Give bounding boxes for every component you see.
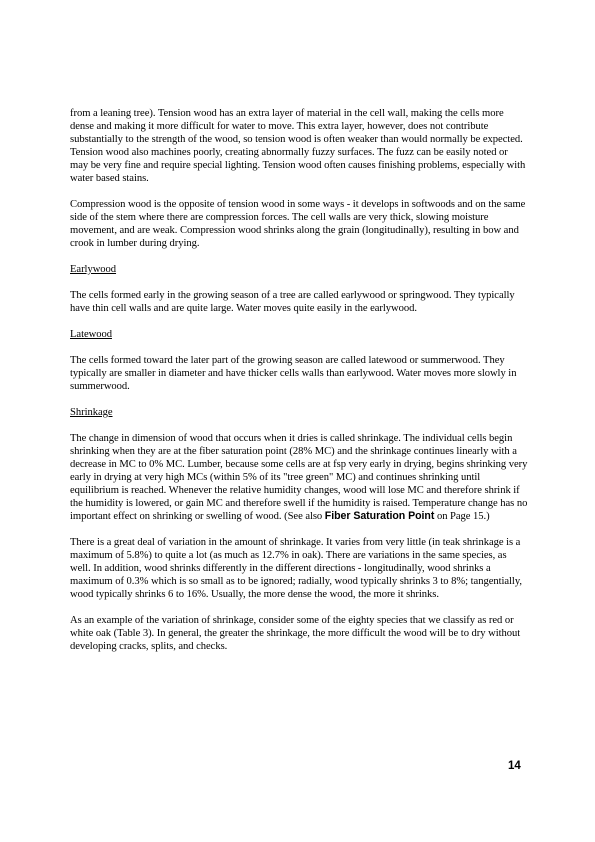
paragraph-shrinkage-variation: There is a great deal of variation in the amount of shrinkage. It varies from very little (in teak shrinkage is a maximum of 5.8%) to quite a lot (as much as 12.7% in oak). There are variations in the same species, as well. In addition, wood shrinks differently in the different directions - longitudinally, wood shrinks a maximum of 0.3% which is so small as to be ignored; radially, wood typically shrinks 3 to 8%; tangentially, wood typically shrinks 6 to 16%. Usually, the more dense the wood, the more it shrinks. <box>70 537 522 600</box>
body-text <box>70 107 528 666</box>
paragraph-tension-wood: from a leaning tree). Tension wood has an extra layer of material in the cell wall, making the cells more dense and making it more difficult for water to move. This extra layer, however, does not contribute substantially to the strength of the wood, so tension wood is often weaker than would normally be expected. Tension wood also machines poorly, creating abnormally fuzzy surfaces. The fuzz can be easily noted or may be very fine and require special lighting. Tension wood often causes finishing problems, especially with water based stains. <box>70 108 526 184</box>
paragraph-shrinkage-definition <box>70 432 528 523</box>
paragraph-latewood: The cells formed toward the later part of the growing season are called latewood or summerwood. They typically are smaller in diameter and have thicker cells walls than earlywood. Water moves more slowly in summerwood. <box>70 355 517 392</box>
heading-earlywood: Earlywood <box>70 264 117 275</box>
paragraph-compression-wood: Compression wood is the opposite of tension wood in some ways - it develops in softwoods and on the same side of the stem where there are compression forces. The cell walls are very thick, slowing moisture movement, and are weak. Compression wood shrinks along the grain (longitudinally), resulting in bow and crook in lumber during drying. <box>70 199 526 249</box>
fiber-saturation-point-reference: Fiber Saturation Point <box>324 510 435 522</box>
heading-shrinkage: Shrinkage <box>70 407 113 418</box>
paragraph-oak-example: As an example of the variation of shrinkage, consider some of the eighty species that we classify as red or white oak (Table 3). In general, the greater the shrinkage, the more difficult the wood will be to dry without developing cracks, splits, and checks. <box>70 615 521 652</box>
shrinkage-text-end: on Page 15.) <box>434 511 490 522</box>
page-number: 14 <box>508 760 521 772</box>
paragraph-earlywood: The cells formed early in the growing season of a tree are called earlywood or springwood. They typically have thin cell walls and are quite large. Water moves quite easily in the earlywood. <box>70 290 515 314</box>
heading-latewood: Latewood <box>70 329 112 340</box>
shrinkage-text-start: The change in dimension of wood that occurs when it dries is called shrinkage. The individual cells begin shrinking when they are at the fiber saturation point (28% MC) and the shrinkage continues linearly with a decrease in MC to 0% MC. Lumber, because some cells are at fsp very early in drying, begins shrinking very early in drying at very high MCs (within 5% of its "tree green" MC) and continues shrinking until equilibrium is reached. Whenever the relative humidity changes, wood will lose MC and therefore shrink if the humidity is lowered, or gain MC and therefore swell if the humidity is raised. Temperature change has no important effect on shrinking or swelling of wood. (See also <box>70 433 528 522</box>
